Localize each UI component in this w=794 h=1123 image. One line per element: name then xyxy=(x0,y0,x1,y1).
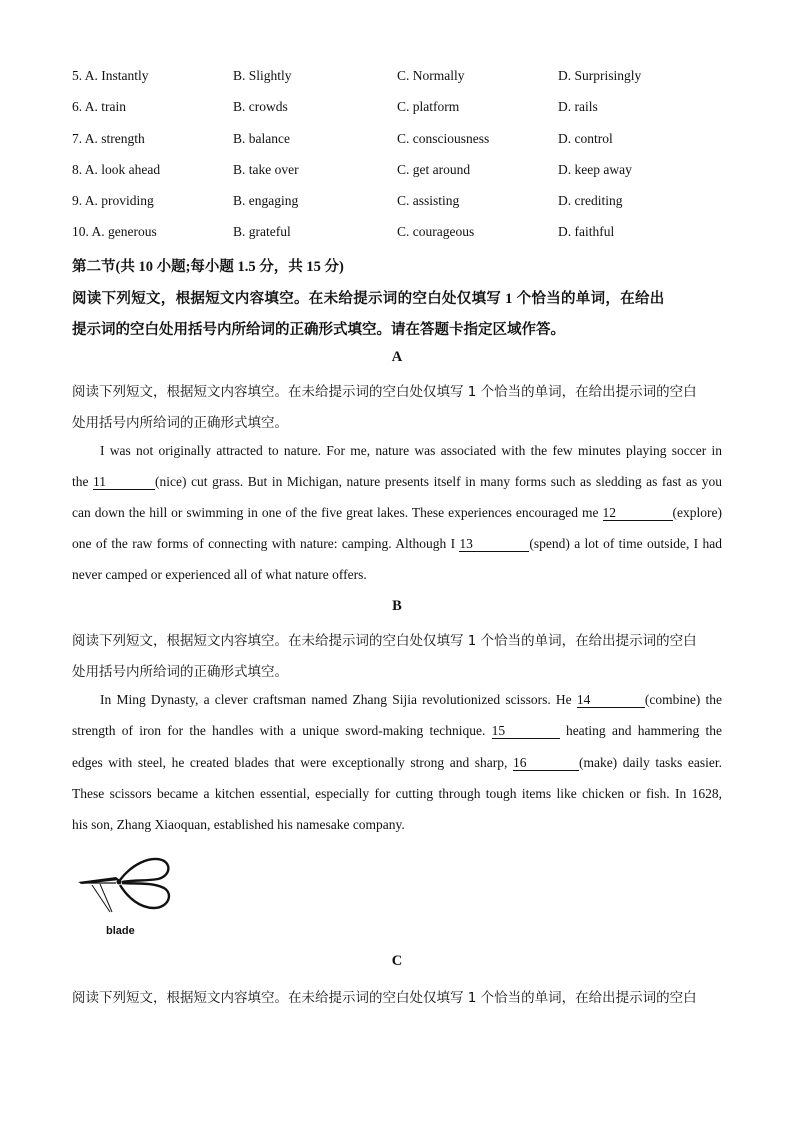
option-d: D. rails xyxy=(558,99,598,114)
passage-b-line-1 xyxy=(72,692,722,708)
blank-16[interactable]: 16 xyxy=(513,756,579,771)
question-9-options xyxy=(72,193,732,213)
section-title: 第二节(共 10 小题;每小题 1.5 分，共 15 分) xyxy=(72,259,344,275)
section-instruction-line-2: 提示词的空白处用括号内所给词的正确形式填空。请在答题卡指定区域作答。 xyxy=(72,322,565,338)
option-b: B. engaging xyxy=(233,193,299,208)
question-7-options xyxy=(72,131,732,151)
option-a: 8. A. look ahead xyxy=(72,162,161,177)
option-c: C. Normally xyxy=(397,68,465,83)
passage-a-instruction-1: 阅读下列短文，根据短文内容填空。在未给提示词的空白处仅填写 1 个恰当的单词，在给出提示词的空白 xyxy=(72,384,697,400)
text: can down the hill or swimming in one of the five great lakes. These experiences encouraged me xyxy=(72,505,603,520)
passage-b-label: B xyxy=(392,598,402,614)
passage-a-line-1: I was not originally attracted to nature. For me, nature was associated with the few minutes playing soccer in xyxy=(100,443,722,458)
passage-a-line-4 xyxy=(72,536,722,552)
passage-b-line-5: his son, Zhang Xiaoquan, established his namesake company. xyxy=(72,817,405,832)
text: (nice) cut grass. But in Michigan, nature presents itself in many forms such as sledding as fast as you xyxy=(155,474,722,489)
passage-b-line-3 xyxy=(72,755,722,771)
option-b: B. Slightly xyxy=(233,68,292,83)
blank-15[interactable]: 15 xyxy=(492,724,560,739)
option-c: C. consciousness xyxy=(397,131,490,146)
option-a: 7. A. strength xyxy=(72,131,145,146)
option-a: 6. A. train xyxy=(72,99,126,114)
option-c: C. platform xyxy=(397,99,460,114)
passage-a-instruction-2: 处用括号内所给词的正确形式填空。 xyxy=(72,415,288,431)
scissors-figure xyxy=(72,852,182,942)
option-a: 5. A. Instantly xyxy=(72,68,149,83)
text: heating and hammering the xyxy=(559,723,722,738)
blade-label: blade xyxy=(106,925,135,937)
option-b: B. take over xyxy=(233,162,299,177)
section-instruction-line-1: 阅读下列短文，根据短文内容填空。在未给提示词的空白处仅填写 1 个恰当的单词，在给出 xyxy=(72,291,665,307)
question-6-options xyxy=(72,99,732,119)
passage-a-line-3 xyxy=(72,505,722,521)
text: (combine) the xyxy=(644,692,722,707)
blank-12[interactable]: 12 xyxy=(603,506,673,521)
blank-14[interactable]: 14 xyxy=(577,693,645,708)
scissors-icon xyxy=(72,852,182,927)
option-c: C. get around xyxy=(397,162,471,177)
passage-c-instruction-1: 阅读下列短文，根据短文内容填空。在未给提示词的空白处仅填写 1 个恰当的单词，在给出提示词的空白 xyxy=(72,990,697,1006)
option-d: D. crediting xyxy=(558,193,623,208)
text: strength of iron for the handles with a unique sword-making technique. xyxy=(72,723,492,738)
question-10-options xyxy=(72,224,732,244)
text: (make) daily tasks easier. xyxy=(578,755,722,770)
passage-a-line-2 xyxy=(72,474,722,490)
blank-13[interactable]: 13 xyxy=(459,537,529,552)
option-a: 10. A. generous xyxy=(72,224,157,239)
option-c: C. courageous xyxy=(397,224,475,239)
passage-b-line-2 xyxy=(72,723,722,739)
text: (explore) xyxy=(672,505,722,520)
text: the xyxy=(72,474,94,489)
option-b: B. grateful xyxy=(233,224,291,239)
passage-b-line-4: These scissors became a kitchen essential, especially for cutting through tough items like chicken or fish. In 1628, xyxy=(72,786,722,801)
question-8-options xyxy=(72,162,732,182)
text: edges with steel, he created blades that were exceptionally strong and sharp, xyxy=(72,755,513,770)
option-d: D. control xyxy=(558,131,613,146)
passage-b-instruction-2: 处用括号内所给词的正确形式填空。 xyxy=(72,664,288,680)
passage-a-line-5: never camped or experienced all of what nature offers. xyxy=(72,567,367,582)
option-b: B. balance xyxy=(233,131,290,146)
text: one of the raw forms of connecting with nature: camping. Although I xyxy=(72,536,460,551)
option-d: D. faithful xyxy=(558,224,615,239)
option-b: B. crowds xyxy=(233,99,288,114)
question-5-options xyxy=(72,68,732,88)
text: In Ming Dynasty, a clever craftsman named Zhang Sijia revolutionized scissors. He xyxy=(100,692,577,707)
option-c: C. assisting xyxy=(397,193,460,208)
passage-c-label: C xyxy=(391,953,403,969)
blank-11[interactable]: 11 xyxy=(93,475,155,490)
option-a: 9. A. providing xyxy=(72,193,154,208)
text: (spend) a lot of time outside, I had xyxy=(529,536,722,551)
passage-a-label: A xyxy=(391,349,403,365)
option-d: D. keep away xyxy=(558,162,632,177)
option-d: D. Surprisingly xyxy=(558,68,642,83)
passage-b-instruction-1: 阅读下列短文，根据短文内容填空。在未给提示词的空白处仅填写 1 个恰当的单词，在给出提示词的空白 xyxy=(72,633,697,649)
